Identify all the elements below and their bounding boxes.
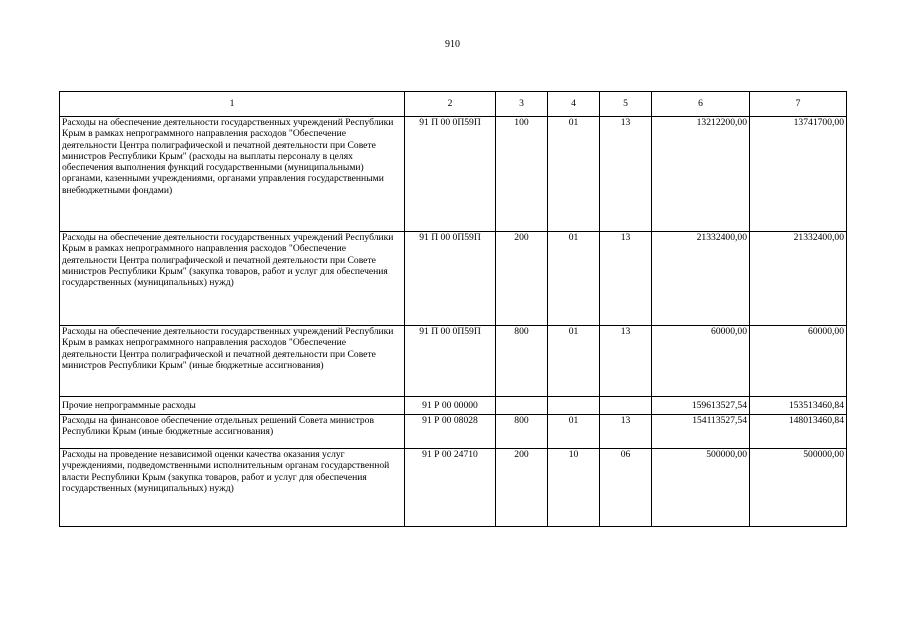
row-col3 (496, 397, 548, 415)
row-col5: 13 (600, 117, 652, 232)
row-sum-col7: 60000,00 (750, 326, 847, 397)
column-header: 1 (60, 92, 405, 117)
row-name: Расходы на обеспечение деятельности государственных учреждений Республики Крым в рамках непрограммного направления расходов "Обеспечение деятельности Центра полиграфической и печатной деятельности при Совете министров Республики Крым" (расходы на выплаты персоналу в целях обеспечения выполнения функций государственными (муниципальными) органами, казенными учреждениями, органами управления государственными внебюджетными фондами) (60, 117, 405, 232)
row-col5: 06 (600, 449, 652, 527)
row-col5 (600, 397, 652, 415)
row-col5: 13 (600, 415, 652, 449)
row-col3: 800 (496, 326, 548, 397)
column-header: 4 (548, 92, 600, 117)
row-name: Расходы на финансовое обеспечение отдельных решений Совета министров Республики Крым (иные бюджетные ассигнования) (60, 415, 405, 449)
row-col4 (548, 397, 600, 415)
column-header: 5 (600, 92, 652, 117)
row-code: 91 Р 00 08028 (405, 415, 496, 449)
table-row (60, 326, 847, 397)
row-col4: 01 (548, 232, 600, 326)
row-sum-col7: 13741700,00 (750, 117, 847, 232)
row-col3: 200 (496, 232, 548, 326)
row-sum-col7: 153513460,84 (750, 397, 847, 415)
page-number: 910 (445, 39, 460, 50)
row-sum-col7: 148013460,84 (750, 415, 847, 449)
row-name: Прочие непрограммные расходы (60, 397, 405, 415)
table-header-row (60, 92, 847, 117)
row-code: 91 Р 00 24710 (405, 449, 496, 527)
row-code: 91 П 00 0П59П (405, 232, 496, 326)
row-col4: 01 (548, 415, 600, 449)
row-col4: 10 (548, 449, 600, 527)
row-sum-col6: 60000,00 (652, 326, 750, 397)
row-sum-col6: 154113527,54 (652, 415, 750, 449)
row-sum-col6: 21332400,00 (652, 232, 750, 326)
row-col5: 13 (600, 326, 652, 397)
column-header: 7 (750, 92, 847, 117)
column-header: 6 (652, 92, 750, 117)
column-header: 3 (496, 92, 548, 117)
row-sum-col6: 13212200,00 (652, 117, 750, 232)
row-sum-col7: 21332400,00 (750, 232, 847, 326)
budget-table (59, 91, 847, 527)
row-sum-col6: 500000,00 (652, 449, 750, 527)
row-code: 91 Р 00 00000 (405, 397, 496, 415)
row-name: Расходы на обеспечение деятельности государственных учреждений Республики Крым в рамках непрограммного направления расходов "Обеспечение деятельности Центра полиграфической и печатной деятельности при Совете министров Республики Крым" (иные бюджетные ассигнования) (60, 326, 405, 397)
row-name: Расходы на проведение независимой оценки качества оказания услуг учреждениями, подведомственными исполнительным органам государственной власти Республики Крым (закупка товаров, работ и услуг для обеспечения государственных (муниципальных) нужд) (60, 449, 405, 527)
column-header: 2 (405, 92, 496, 117)
table-row (60, 232, 847, 326)
table-row (60, 415, 847, 449)
row-col3: 800 (496, 415, 548, 449)
row-sum-col6: 159613527,54 (652, 397, 750, 415)
row-col5: 13 (600, 232, 652, 326)
table-row (60, 117, 847, 232)
row-col3: 200 (496, 449, 548, 527)
row-sum-col7: 500000,00 (750, 449, 847, 527)
row-col4: 01 (548, 117, 600, 232)
row-code: 91 П 00 0П59П (405, 326, 496, 397)
row-col4: 01 (548, 326, 600, 397)
table-row (60, 449, 847, 527)
row-code: 91 П 00 0П59П (405, 117, 496, 232)
row-name: Расходы на обеспечение деятельности государственных учреждений Республики Крым в рамках непрограммного направления расходов "Обеспечение деятельности Центра полиграфической и печатной деятельности при Совете министров Республики Крым" (закупка товаров, работ и услуг для обеспечения государственных (муниципальных) нужд) (60, 232, 405, 326)
row-col3: 100 (496, 117, 548, 232)
table-row (60, 397, 847, 415)
